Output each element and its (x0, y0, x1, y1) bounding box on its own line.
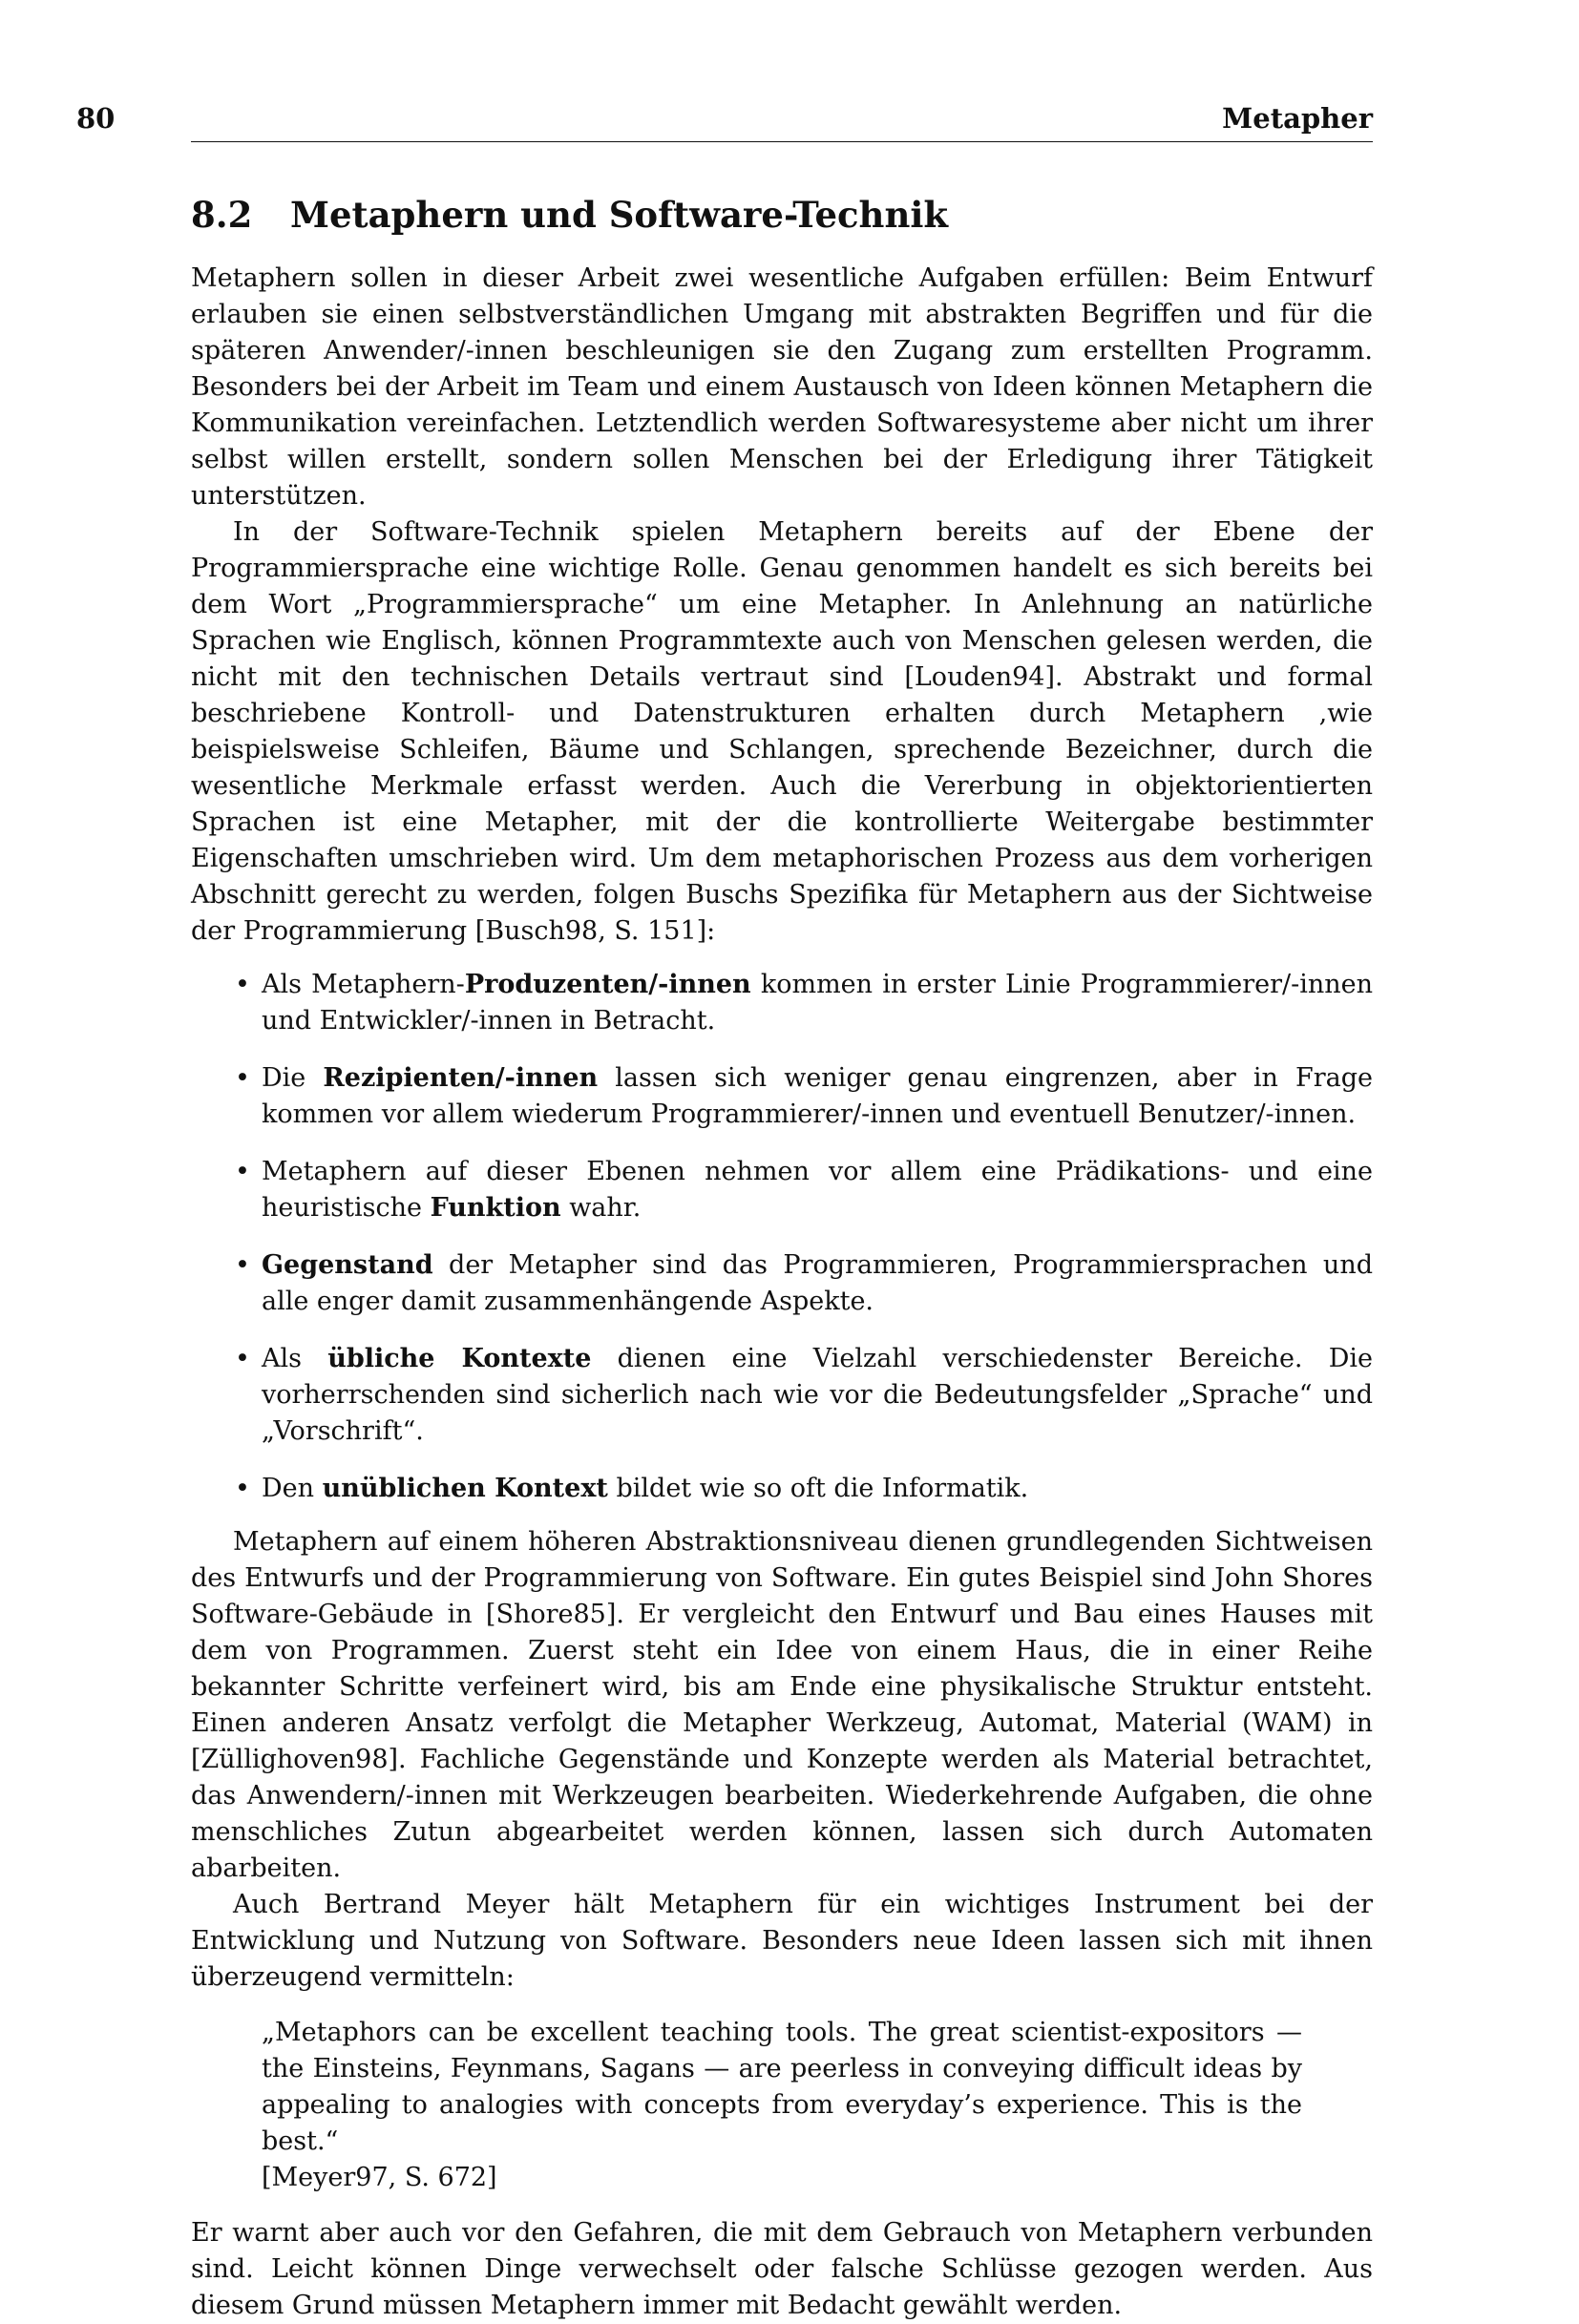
bullet-icon: • (235, 1250, 250, 1280)
quote-reference: [Meyer97, S. 672] (262, 2163, 497, 2192)
section-title: Metaphern und Software-Technik (290, 194, 949, 236)
chapter-title: Metapher (1222, 102, 1373, 135)
list-item: • Als Metaphern-Produzenten/-innen kommen in erster Linie Programmierer/-innen und Entwickler/-innen in Betracht. (191, 967, 1373, 1039)
paragraph-meyer: Auch Bertrand Meyer hält Metaphern für ein wichtiges Instrument bei der Entwicklung und Nutzung von Software. Besonders neue Ideen lassen sich mit ihnen überzeugend vermitteln: (191, 1890, 1373, 1992)
paragraph-intro: Metaphern sollen in dieser Arbeit zwei wesentliche Aufgaben erfüllen: Beim Entwurf erlauben sie einen selbstverständlichen Umgang mit abstrakten Begriffen und für die späteren Anwender/-innen beschleunigen sie den Zugang zum erstellten Programm. Besonders bei der Arbeit im Team und einem Austausch von Ideen können Metaphern die Kommunikation vereinfachen. Letztendlich werden Softwaresysteme aber nicht um ihrer selbst willen erstellt, sondern sollen Menschen bei der Erledigung ihrer Tätigkeit unterstützen. (191, 263, 1373, 511)
list-item: • Die Rezipienten/-innen lassen sich weniger genau eingrenzen, aber in Frage kommen vor allem wiederum Programmierer/-innen und eventuell Benutzer/-innen. (191, 1060, 1373, 1133)
list-item: • Als übliche Kontexte dienen eine Vielzahl verschiedenster Bereiche. Die vorherrschenden sind sicherlich nach wie vor die Bedeutungsfelder „Sprache“ und „Vorschrift“. (191, 1341, 1373, 1450)
section-number: 8.2 (191, 194, 253, 236)
page-number: 80 (76, 102, 116, 135)
bullet-icon: • (235, 1474, 250, 1503)
bullet-icon: • (235, 1344, 250, 1373)
block-quote (262, 2015, 1302, 2196)
paragraph-programming-languages: In der Software-Technik spielen Metaphern bereits auf der Ebene der Programmiersprache eine wichtige Rolle. Genau genommen handelt es sich bereits bei dem Wort „Programmiersprache“ um eine Metapher. In Anlehnung an natürliche Sprachen wie Englisch, können Programmtexte auch von Menschen gelesen werden, die nicht mit den technischen Details vertraut sind [Louden94]. Abstrakt und formal beschriebene Kontroll- und Datenstrukturen erhalten durch Metaphern ,wie beispielsweise Schleifen, Bäume und Schlangen, sprechende Bezeichner, durch die wesentliche Merkmale erfasst werden. Auch die Vererbung in objektorientierten Sprachen ist eine Metapher, mit der die kontrollierte Weitergabe bestimmter Eigenschaften umschrieben wird. Um dem metaphorischen Prozess aus dem vorherigen Abschnitt gerecht zu werden, folgen Buschs Spezifika für Metaphern aus der Sichtweise der Programmierung [Busch98, S. 151]: (191, 517, 1373, 946)
bullet-list (191, 967, 1373, 1507)
bullet-icon: • (235, 1063, 250, 1093)
page (76, 101, 1374, 2324)
running-head (76, 101, 1373, 142)
list-item: • Den unüblichen Kontext bildet wie so oft die Informatik. (191, 1471, 1373, 1507)
paragraph-warning: Er warnt aber auch vor den Gefahren, die mit dem Gebrauch von Metaphern verbunden sind. Leicht können Dinge verwechselt oder falsche Schlüsse gezogen werden. Aus diesem Grund müssen Metaphern immer mit Bedacht gewählt werden. (191, 2218, 1373, 2320)
list-item: • Metaphern auf dieser Ebenen nehmen vor allem eine Prädikations- und eine heuristische Funktion wahr. (191, 1154, 1373, 1226)
section-heading (191, 194, 1373, 236)
paragraph-abstraction: Metaphern auf einem höheren Abstraktionsniveau dienen grundlegenden Sichtweisen des Entwurfs und der Programmierung von Software. Ein gutes Beispiel sind John Shores Software-Gebäude in [Shore85]. Er vergleicht den Entwurf und Bau eines Hauses mit dem von Programmen. Zuerst steht ein Idee von einem Haus, die in einer Reihe bekannter Schritte verfeinert wird, bis am Ende eine physikalische Struktur entsteht. Einen anderen Ansatz verfolgt die Metapher Werkzeug, Automat, Material (WAM) in [Züllighoven98]. Fachliche Gegenstände und Konzepte werden als Material betrachtet, das Anwendern/-innen mit Werkzeugen bearbeiten. Wiederkehrende Aufgaben, die ohne menschliches Zutun abgearbeitet werden können, lassen sich durch Automaten abarbeiten. (191, 1527, 1373, 1883)
bullet-icon: • (235, 1157, 250, 1186)
bullet-icon: • (235, 970, 250, 999)
list-item: • Gegenstand der Metapher sind das Programmieren, Programmiersprachen und alle enger damit zusammenhängende Aspekte. (191, 1247, 1373, 1320)
quote-text: „Metaphors can be excellent teaching tools. The great scientist-expositors — the Einsteins, Feynmans, Sagans — are peerless in conveying difficult ideas by appealing to analogies with concepts from everyday’s experience. This is the best.“ (262, 2018, 1302, 2156)
